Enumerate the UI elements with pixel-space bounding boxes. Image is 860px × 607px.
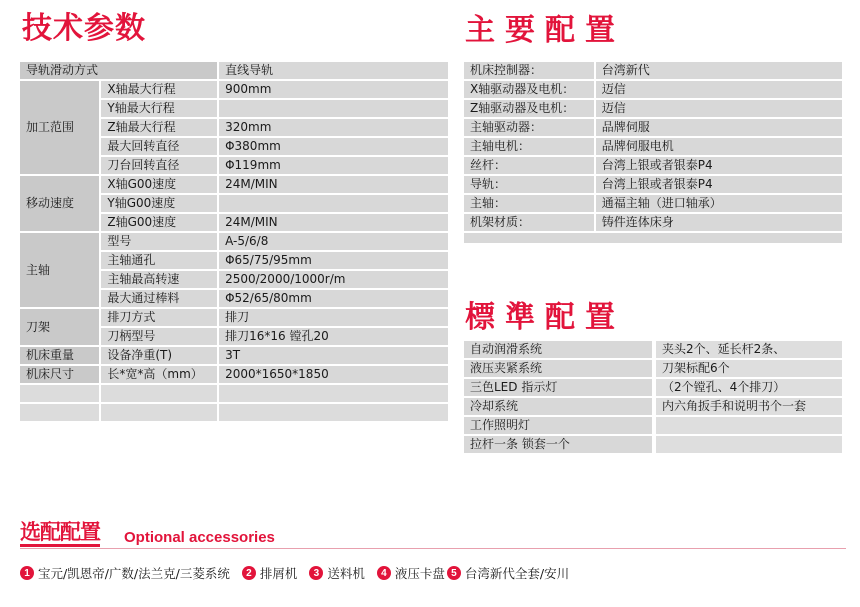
tech-param-label: 最大通过棒料 xyxy=(100,289,218,308)
main-config-key: 导轨： xyxy=(463,175,595,194)
main-config-value: 铸件连体床身 xyxy=(595,213,843,232)
tech-param-label: 刀柄型号 xyxy=(100,327,218,346)
main-config-key: 主轴电机： xyxy=(463,137,595,156)
standard-config-list xyxy=(462,339,654,455)
accessory-label: 宝元/凯恩帝/广数/法兰克/三菱系统 xyxy=(38,566,230,581)
tech-params-table xyxy=(18,60,450,423)
tech-param-label: Z轴G00速度 xyxy=(100,213,218,232)
main-config-blank-row xyxy=(463,232,843,244)
accessory-label: 台湾新代全套/安川 xyxy=(464,566,570,581)
main-config-row xyxy=(463,80,843,99)
standard-item: 三色LED 指示灯 xyxy=(463,378,653,397)
accessory-item xyxy=(309,564,365,582)
tech-group-label: 主轴 xyxy=(19,232,100,308)
accessory-list xyxy=(20,564,569,582)
standard-note-row xyxy=(655,416,843,435)
main-config-key: 机架材质： xyxy=(463,213,595,232)
standard-note xyxy=(655,416,843,435)
tech-group-label: 机床重量 xyxy=(19,346,100,365)
tech-param-value: Φ52/65/80mm xyxy=(218,289,449,308)
tech-row xyxy=(19,365,449,384)
main-config-key: Z轴驱动器及电机： xyxy=(463,99,595,118)
optional-title-en: Optional accessories xyxy=(124,529,275,546)
tech-param-label: Y轴最大行程 xyxy=(100,99,218,118)
accessory-number-badge: 2 xyxy=(242,566,256,580)
tech-param-label: 型号 xyxy=(100,232,218,251)
accessory-number-badge: 5 xyxy=(447,566,461,580)
tech-param-label: 刀台回转直径 xyxy=(100,156,218,175)
tech-param-value: 24M/MIN xyxy=(218,175,449,194)
main-config-row xyxy=(463,61,843,80)
main-config-row xyxy=(463,118,843,137)
tech-param-label: Z轴最大行程 xyxy=(100,118,218,137)
main-config-row xyxy=(463,213,843,232)
accessory-label: 排屑机 xyxy=(259,566,298,581)
optional-title-zh: 选配配置 xyxy=(20,520,100,547)
tech-param-value: 2500/2000/1000r/m xyxy=(218,270,449,289)
main-config-row xyxy=(463,99,843,118)
standard-item-row xyxy=(463,340,653,359)
main-config-row xyxy=(463,194,843,213)
main-config-value: 台湾上银或者银泰P4 xyxy=(595,156,843,175)
tech-param-value: Φ65/75/95mm xyxy=(218,251,449,270)
standard-item: 冷却系统 xyxy=(463,397,653,416)
standard-note: 刀架标配6个 xyxy=(655,359,843,378)
tech-param-label: Y轴G00速度 xyxy=(100,194,218,213)
standard-note xyxy=(655,435,843,454)
tech-param-value: 320mm xyxy=(218,118,449,137)
standard-item: 工作照明灯 xyxy=(463,416,653,435)
tech-param-label: 长*宽*高（mm） xyxy=(100,365,218,384)
standard-config-notes xyxy=(654,339,844,455)
main-config-key: 机床控制器： xyxy=(463,61,595,80)
standard-config-title: 標準配置 xyxy=(465,300,625,335)
tech-rail-value: 直线导轨 xyxy=(218,61,449,80)
tech-param-value: Φ119mm xyxy=(218,156,449,175)
tech-param-value: 24M/MIN xyxy=(218,213,449,232)
tech-param-label: 主轴通孔 xyxy=(100,251,218,270)
accessory-item xyxy=(20,564,230,582)
standard-note-row xyxy=(655,435,843,454)
standard-note-row xyxy=(655,397,843,416)
tech-param-label: 主轴最高转速 xyxy=(100,270,218,289)
standard-note-row xyxy=(655,378,843,397)
standard-item-row xyxy=(463,416,653,435)
tech-row xyxy=(19,80,449,99)
standard-note-row xyxy=(655,359,843,378)
tech-row xyxy=(19,308,449,327)
main-config-value: 迈信 xyxy=(595,80,843,99)
main-config-key: 主轴驱动器： xyxy=(463,118,595,137)
accessory-item xyxy=(447,564,569,582)
tech-row xyxy=(19,232,449,251)
tech-param-label: 排刀方式 xyxy=(100,308,218,327)
tech-param-value: 排刀 xyxy=(218,308,449,327)
main-config-value: 通福主轴（进口轴承） xyxy=(595,194,843,213)
tech-blank-cell xyxy=(19,403,100,422)
tech-group-label: 机床尺寸 xyxy=(19,365,100,384)
main-config-key: 主轴： xyxy=(463,194,595,213)
standard-item-row xyxy=(463,378,653,397)
tech-param-value: 排刀16*16 镗孔20 xyxy=(218,327,449,346)
accessory-number-badge: 1 xyxy=(20,566,34,580)
accessory-number-badge: 3 xyxy=(309,566,323,580)
standard-item: 自动润滑系统 xyxy=(463,340,653,359)
tech-rail-label: 导轨滑动方式 xyxy=(19,61,218,80)
tech-param-value: 900mm xyxy=(218,80,449,99)
accessory-label: 液压卡盘 xyxy=(394,566,445,581)
main-config-value: 品牌伺服 xyxy=(595,118,843,137)
tech-row xyxy=(19,346,449,365)
main-config-title: 主要配置 xyxy=(465,13,625,48)
standard-note: （2个镗孔、4个排刀） xyxy=(655,378,843,397)
standard-item-row xyxy=(463,359,653,378)
tech-group-label: 加工范围 xyxy=(19,80,100,175)
tech-blank-cell xyxy=(100,403,218,422)
main-config-value: 台湾新代 xyxy=(595,61,843,80)
main-config-row xyxy=(463,137,843,156)
tech-group-label: 移动速度 xyxy=(19,175,100,232)
main-config-blank-cell xyxy=(463,232,843,244)
tech-row xyxy=(19,175,449,194)
standard-item: 液压夹紧系统 xyxy=(463,359,653,378)
optional-divider xyxy=(20,548,846,549)
tech-row xyxy=(19,61,449,80)
tech-param-label: X轴G00速度 xyxy=(100,175,218,194)
tech-param-value xyxy=(218,194,449,213)
main-config-table xyxy=(462,60,844,245)
accessory-number-badge: 4 xyxy=(377,566,391,580)
accessory-item xyxy=(377,564,445,582)
tech-param-value: A-5/6/8 xyxy=(218,232,449,251)
tech-param-label: 设备净重(T) xyxy=(100,346,218,365)
tech-blank-row xyxy=(19,384,449,403)
main-config-key: X轴驱动器及电机： xyxy=(463,80,595,99)
standard-item-row xyxy=(463,397,653,416)
tech-param-value: Φ380mm xyxy=(218,137,449,156)
tech-param-value: 2000*1650*1850 xyxy=(218,365,449,384)
main-config-row xyxy=(463,175,843,194)
main-config-key: 丝杆： xyxy=(463,156,595,175)
tech-param-label: 最大回转直径 xyxy=(100,137,218,156)
tech-param-value xyxy=(218,99,449,118)
tech-blank-cell xyxy=(19,384,100,403)
main-config-value: 台湾上银或者银泰P4 xyxy=(595,175,843,194)
tech-blank-row xyxy=(19,403,449,422)
tech-param-label: X轴最大行程 xyxy=(100,80,218,99)
standard-item-row xyxy=(463,435,653,454)
tech-blank-cell xyxy=(218,384,449,403)
accessory-item xyxy=(242,564,298,582)
accessory-label: 送料机 xyxy=(327,566,365,581)
standard-note: 内六角扳手和说明书个一套 xyxy=(655,397,843,416)
tech-blank-cell xyxy=(100,384,218,403)
main-config-row xyxy=(463,156,843,175)
standard-note: 夹头2个、延长杆2条、 xyxy=(655,340,843,359)
tech-params-title: 技术参数 xyxy=(22,11,146,46)
main-config-value: 迈信 xyxy=(595,99,843,118)
standard-item: 拉杆一条 锁套一个 xyxy=(463,435,653,454)
main-config-value: 品牌伺服电机 xyxy=(595,137,843,156)
tech-param-value: 3T xyxy=(218,346,449,365)
tech-blank-cell xyxy=(218,403,449,422)
standard-note-row xyxy=(655,340,843,359)
tech-group-label: 刀架 xyxy=(19,308,100,346)
